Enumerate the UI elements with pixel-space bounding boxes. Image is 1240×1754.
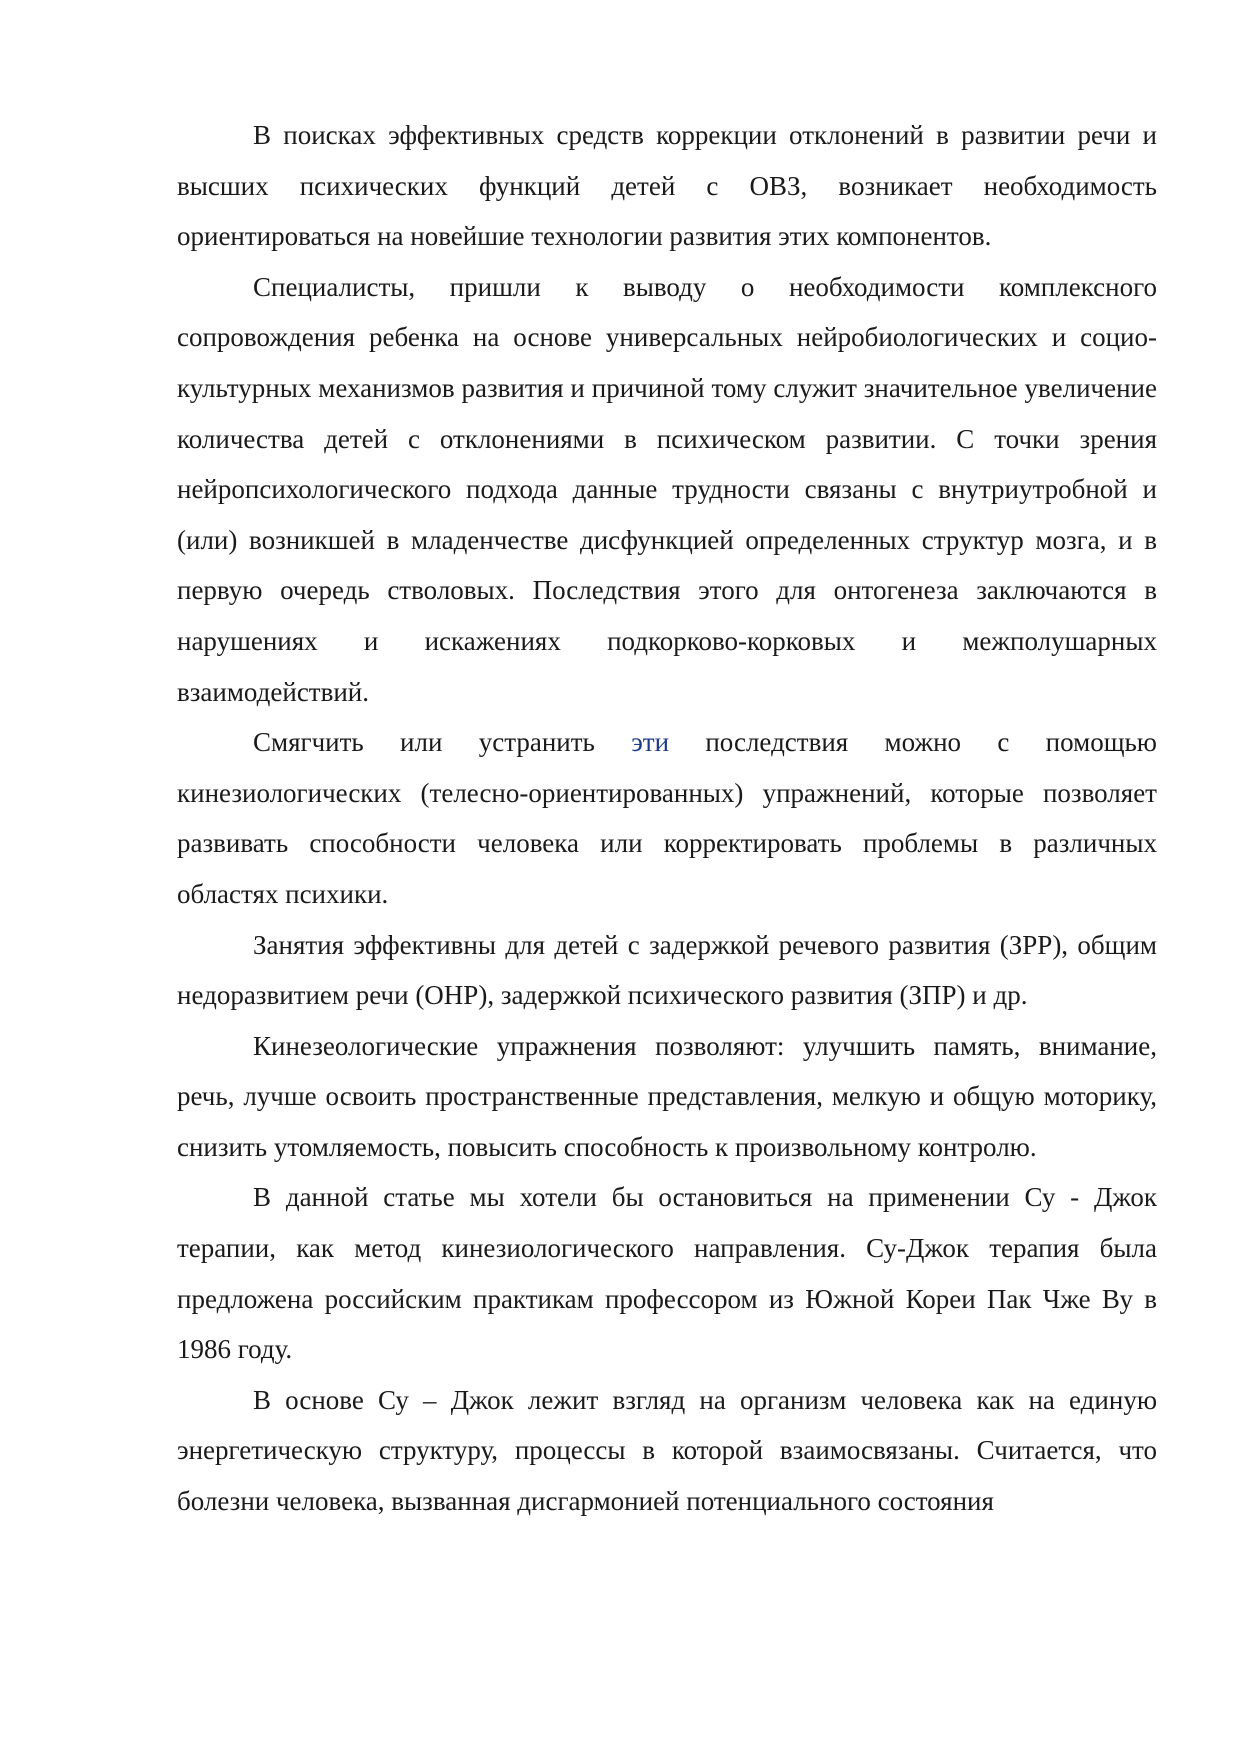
highlighted-word: эти [631,727,670,758]
paragraph-su-jok-intro: В данной статье мы хотели бы остановиться на применении Су - Джок терапии, как метод кинезиологического направления. Су-Джок терапия была предложена российским практикам профессором из Южной Кореи Пак Чже Ву в 1986 году. [177,1182,1157,1365]
paragraph-specialists: Специалисты, пришли к выводу о необходимости комплексного сопровождения ребенка на основе универсальных нейробиологических и социо-культурных механизмов развития и причиной тому служит значительное увеличение количества детей с отклонениями в психическом развитии. С точки зрения нейропсихологического подхода данные трудности связаны с внутриутробной и (или) возникшей в младенчестве дисфункцией определенных структур мозга, и в первую очередь стволовых. Последствия этого для онтогенеза заключаются в нарушениях и искажениях подкорково-корковых и межполушарных взаимодействий. [177,271,1157,707]
paragraph-su-jok-basis: В основе Су – Джок лежит взгляд на организм человека как на единую энергетическую структуру, процессы в которой взаимосвязаны. Считается, что болезни человека, вызванная дисгармонией потенциального состояния [177,1384,1157,1517]
paragraph-intro: В поисках эффективных средств коррекции отклонений в развитии речи и высших психических функций детей с ОВЗ, возникает необходимость ориентироваться на новейшие технологии развития этих компонентов. [177,120,1157,252]
paragraph-mitigation-start: Смягчить или устранить [253,727,632,758]
paragraph-mitigation [177,717,1157,919]
paragraph-mitigation-end: последствия можно с помощью кинезиологических (телесно-ориентированных) упражнений, которые позволяет развивать способности человека или корректировать проблемы в различных областях психики. [177,727,1157,909]
document-body [177,110,1157,1527]
paragraph-exercises: Кинезеологические упражнения позволяют: улучшить память, внимание, речь, лучше освоить пространственные представления, мелкую и общую моторику, снизить утомляемость, повысить способность к произвольному контролю. [177,1030,1157,1162]
paragraph-effectiveness: Занятия эффективны для детей с задержкой речевого развития (ЗРР), общим недоразвитием речи (ОНР), задержкой психического развития (ЗПР) и др. [177,929,1157,1011]
